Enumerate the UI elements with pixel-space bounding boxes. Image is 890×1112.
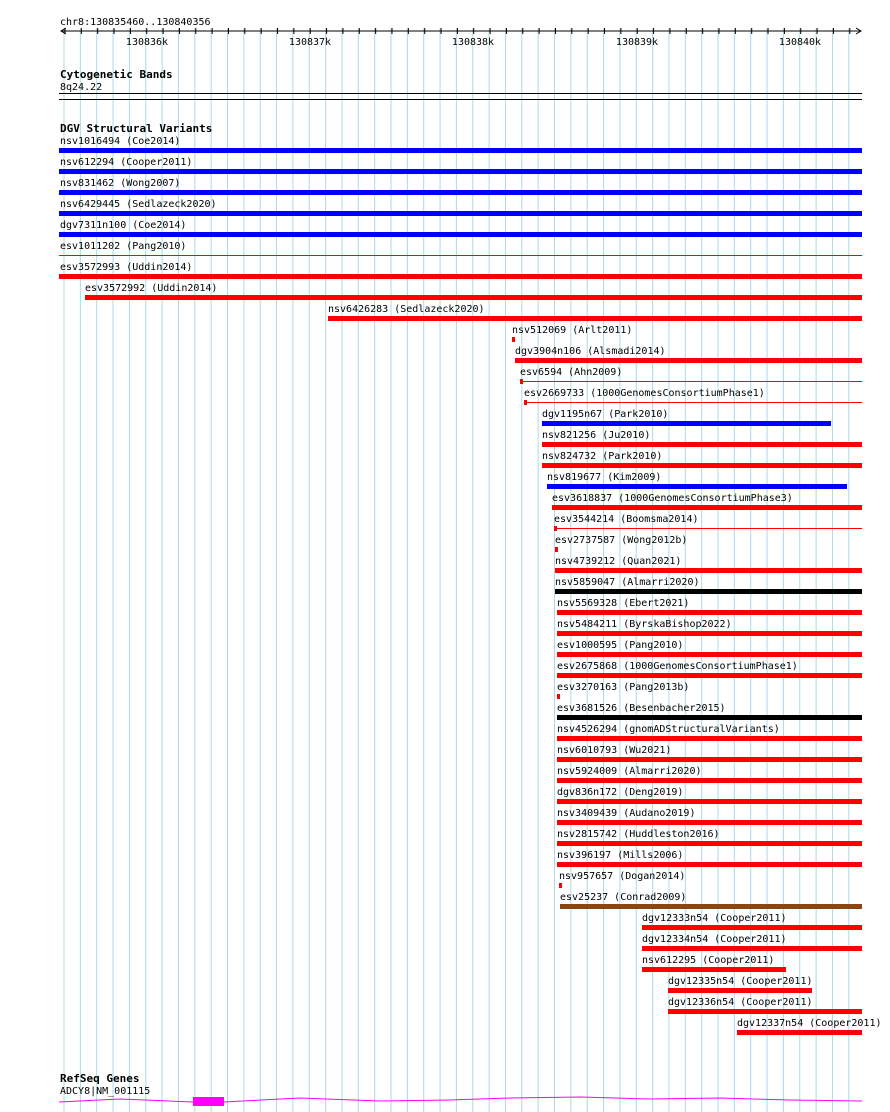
variant-label: esv3572993 (Uddin2014) (60, 262, 193, 273)
variant-label: nsv821256 (Ju2010) (542, 430, 651, 441)
cytoband-bar[interactable] (59, 93, 862, 94)
ruler[interactable] (60, 17, 861, 48)
dgv-track-title: DGV Structural Variants (60, 122, 213, 135)
variant-bar[interactable] (642, 967, 786, 972)
variant-row[interactable] (642, 934, 862, 951)
variant-bar[interactable] (547, 484, 847, 489)
variant-label: esv1011202 (Pang2010) (60, 241, 187, 252)
variant-bar[interactable] (557, 631, 862, 636)
variant-bar[interactable] (557, 820, 862, 825)
variant-row[interactable] (542, 409, 831, 426)
variant-row[interactable] (642, 913, 862, 930)
variant-bar[interactable] (328, 316, 862, 321)
variant-label: nsv831462 (Wong2007) (60, 178, 181, 189)
variant-label: nsv957657 (Dogan2014) (559, 871, 686, 882)
variant-label: nsv612294 (Cooper2011) (60, 157, 193, 168)
variant-row[interactable] (668, 976, 813, 993)
variant-bar[interactable] (554, 528, 862, 529)
variant-label: dgv12335n54 (Cooper2011) (668, 976, 813, 987)
variant-row[interactable] (524, 388, 862, 405)
variant-label: nsv5924009 (Almarri2020) (557, 766, 702, 777)
variant-bar[interactable] (59, 148, 862, 153)
variant-bar[interactable] (668, 988, 812, 993)
variant-bar[interactable] (555, 568, 862, 573)
variant-bar[interactable] (557, 610, 862, 615)
variant-label: esv3270163 (Pang2013b) (557, 682, 690, 693)
variant-bar[interactable] (557, 736, 862, 741)
ruler-tick-label: 130839k (615, 37, 659, 48)
variant-bar[interactable] (559, 885, 562, 886)
variant-label: esv2669733 (1000GenomesConsortiumPhase1) (524, 388, 765, 399)
variant-row[interactable] (328, 304, 862, 321)
variant-label: esv2675868 (1000GenomesConsortiumPhase1) (557, 661, 798, 672)
variant-label: nsv6010793 (Wu2021) (557, 745, 672, 756)
variant-label: esv25237 (Conrad2009) (560, 892, 687, 903)
variant-label: nsv2815742 (Huddleston2016) (557, 829, 720, 840)
variant-bar[interactable] (542, 442, 862, 447)
variant-bar[interactable] (552, 505, 862, 510)
variant-label: esv6594 (Ahn2009) (520, 367, 623, 378)
gene-exon[interactable] (193, 1097, 224, 1106)
variant-row[interactable] (59, 178, 862, 195)
variant-bar[interactable] (542, 463, 862, 468)
variant-row[interactable] (557, 682, 689, 699)
variant-label: esv1000595 (Pang2010) (557, 640, 684, 651)
gene-label: ADCY8|NM_001115 (60, 1086, 151, 1097)
variant-bar[interactable] (59, 274, 862, 279)
ruler-tick-label: 130840k (778, 37, 822, 48)
ruler-tick-label: 130836k (125, 37, 169, 48)
variant-row[interactable] (737, 1018, 882, 1035)
variant-row[interactable] (555, 535, 687, 552)
variant-row[interactable] (59, 157, 862, 174)
variant-row[interactable] (559, 871, 685, 888)
variant-label: esv2737587 (Wong2012b) (555, 535, 688, 546)
variant-bar[interactable] (557, 757, 862, 762)
variant-bar[interactable] (512, 339, 515, 340)
variant-label: nsv819677 (Kim2009) (547, 472, 662, 483)
variant-row[interactable] (59, 199, 862, 216)
variant-bar[interactable] (555, 549, 558, 550)
variant-bar[interactable] (557, 778, 862, 783)
variant-bar[interactable] (668, 1009, 862, 1014)
variant-list[interactable] (59, 136, 882, 1035)
variant-row[interactable] (642, 955, 786, 972)
variant-bar[interactable] (524, 402, 862, 403)
variant-bar[interactable] (520, 381, 862, 382)
cytoband-track-title: Cytogenetic Bands (60, 68, 173, 81)
variant-bar[interactable] (737, 1030, 862, 1035)
variant-label: dgv12337n54 (Cooper2011) (737, 1018, 882, 1029)
variant-bar[interactable] (515, 358, 862, 363)
variant-row[interactable] (552, 493, 862, 510)
variant-label: nsv396197 (Mills2006) (557, 850, 684, 861)
ruler-tick-label: 130837k (288, 37, 332, 48)
variant-label: dgv836n172 (Deng2019) (557, 787, 684, 798)
variant-label: nsv6429445 (Sedlazeck2020) (60, 199, 217, 210)
variant-label: esv3572992 (Uddin2014) (85, 283, 218, 294)
variant-label: dgv7311n100 (Coe2014) (60, 220, 187, 231)
variant-label: nsv824732 (Park2010) (542, 451, 663, 462)
variant-bar[interactable] (59, 169, 862, 174)
variant-row[interactable] (515, 346, 862, 363)
variant-label: nsv6426283 (Sedlazeck2020) (328, 304, 485, 315)
variant-bar[interactable] (542, 421, 831, 426)
cytoband-bar[interactable] (59, 99, 862, 100)
refseq-track[interactable] (59, 1072, 862, 1106)
variant-bar[interactable] (557, 841, 862, 846)
variant-label: dgv12333n54 (Cooper2011) (642, 913, 787, 924)
dgv-track[interactable] (59, 122, 882, 1035)
variant-label: nsv1016494 (Coe2014) (60, 136, 181, 147)
variant-bar[interactable] (59, 232, 862, 237)
cytoband-track[interactable] (59, 68, 862, 100)
variant-label: nsv5859047 (Almarri2020) (555, 577, 700, 588)
variant-label: nsv5484211 (ByrskaBishop2022) (557, 619, 732, 630)
variant-row[interactable] (560, 892, 862, 909)
variant-bar[interactable] (557, 652, 862, 657)
variant-bar[interactable] (59, 190, 862, 195)
variant-bar[interactable] (642, 946, 862, 951)
variant-bar[interactable] (557, 673, 862, 678)
variant-bar[interactable] (85, 295, 862, 300)
variant-label: nsv4739212 (Quan2021) (555, 556, 682, 567)
variant-label: nsv4526294 (gnomADStructuralVariants) (557, 724, 780, 735)
variant-label: esv3544214 (Boomsma2014) (554, 514, 699, 525)
ruler-tick-label: 130838k (451, 37, 495, 48)
variant-row[interactable] (59, 220, 862, 237)
variant-bar[interactable] (557, 862, 862, 867)
variant-label: dgv12336n54 (Cooper2011) (668, 997, 813, 1008)
variant-row[interactable] (512, 325, 632, 342)
ruler-coordinates: chr8:130835460..130840356 (60, 17, 211, 28)
variant-bar[interactable] (560, 904, 862, 909)
variant-label: nsv512069 (Arlt2011) (512, 325, 633, 336)
variant-bar[interactable] (59, 211, 862, 216)
refseq-track-title: RefSeq Genes (60, 1072, 140, 1085)
variant-bar[interactable] (557, 715, 862, 720)
variant-label: nsv5569328 (Ebert2021) (557, 598, 690, 609)
variant-bar[interactable] (557, 696, 560, 697)
variant-bar[interactable] (59, 255, 862, 256)
gene-intron-line[interactable] (59, 1097, 862, 1102)
variant-bar[interactable] (642, 925, 862, 930)
variant-label: nsv612295 (Cooper2011) (642, 955, 775, 966)
variant-row[interactable] (59, 136, 862, 153)
variant-row[interactable] (85, 283, 862, 300)
variant-label: dgv1195n67 (Park2010) (542, 409, 669, 420)
variant-row[interactable] (547, 472, 847, 489)
variant-row[interactable] (59, 262, 862, 279)
variant-bar[interactable] (557, 799, 862, 804)
variant-label: dgv3904n106 (Alsmadi2014) (515, 346, 666, 357)
cytoband-label: 8q24.22 (60, 82, 103, 93)
variant-row[interactable] (59, 241, 862, 256)
variant-label: esv3618837 (1000GenomesConsortiumPhase3) (552, 493, 793, 504)
variant-label: nsv3409439 (Audano2019) (557, 808, 696, 819)
variant-label: esv3681526 (Besenbacher2015) (557, 703, 726, 714)
variant-label: dgv12334n54 (Cooper2011) (642, 934, 787, 945)
variant-row[interactable] (520, 367, 862, 384)
variant-bar[interactable] (555, 589, 862, 594)
